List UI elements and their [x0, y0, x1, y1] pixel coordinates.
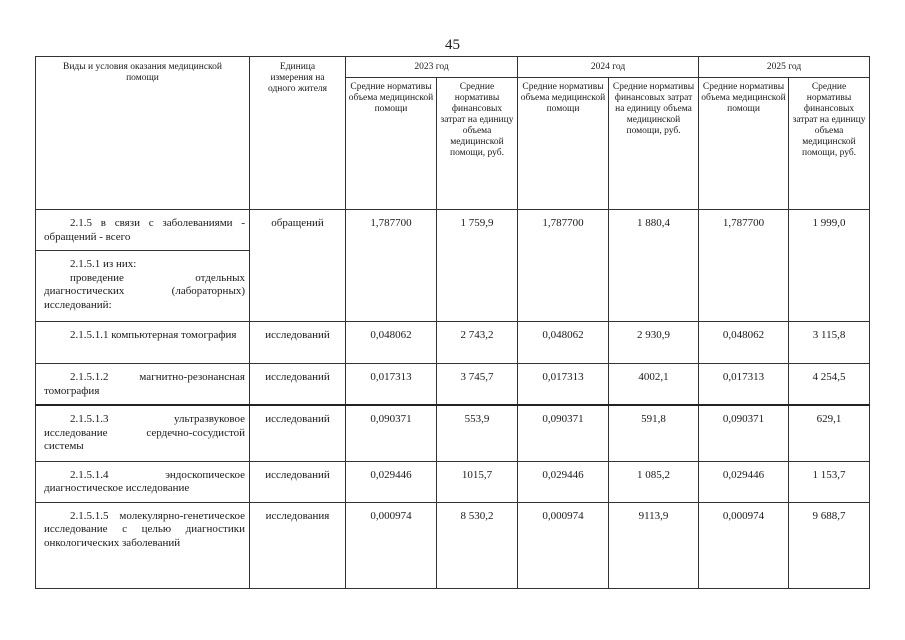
- header-unit: Единица измерения на одного жителя: [250, 57, 346, 210]
- row-label: 2.1.5.1.5 молекулярно-генетическое исследование с целью диагностики онкологических заболеваний: [36, 502, 250, 588]
- volume-2025: 0,029446: [699, 461, 789, 502]
- volume-2025: 0,090371: [699, 405, 789, 461]
- volume-2025: 0,017313: [699, 364, 789, 406]
- header-year-2025: 2025 год: [699, 57, 870, 78]
- row-unit: исследований: [250, 364, 346, 406]
- row-label: 2.1.5 в связи с заболеваниями - обращений - всего: [36, 210, 250, 251]
- header-cost-2023: Средние нормативы финансовых затрат на единицу объема медицинской помощи, руб.: [437, 78, 518, 210]
- row-label: 2.1.5.1 из них: проведение отдельных диагностических (лабораторных) исследований:: [36, 251, 250, 322]
- header-volume-2025: Средние нормативы объема медицинской помощи: [699, 78, 789, 210]
- table-row: [36, 322, 870, 364]
- volume-2023: 1,787700: [346, 210, 437, 322]
- volume-2023: 0,017313: [346, 364, 437, 406]
- row-label: 2.1.5.1.3 ультразвуковое исследование сердечно-сосудистой системы: [36, 405, 250, 461]
- row-unit: исследований: [250, 461, 346, 502]
- cost-2025: 3 115,8: [789, 322, 870, 364]
- cost-2025: 629,1: [789, 405, 870, 461]
- header-volume-2023: Средние нормативы объема медицинской помощи: [346, 78, 437, 210]
- row-unit: исследований: [250, 322, 346, 364]
- cost-2025: 9 688,7: [789, 502, 870, 588]
- volume-2023: 0,090371: [346, 405, 437, 461]
- table-row: [36, 405, 870, 461]
- row-label: 2.1.5.1.2 магнитно-резонансная томография: [36, 364, 250, 406]
- medical-norms-table: [35, 56, 870, 589]
- cost-2024: 1 085,2: [609, 461, 699, 502]
- table-row: [36, 502, 870, 588]
- volume-2024: 0,029446: [518, 461, 609, 502]
- volume-2023: 0,000974: [346, 502, 437, 588]
- cost-2023: 553,9: [437, 405, 518, 461]
- table-row: [36, 364, 870, 406]
- cost-2023: 3 745,7: [437, 364, 518, 406]
- header-year-2023: 2023 год: [346, 57, 518, 78]
- volume-2023: 0,029446: [346, 461, 437, 502]
- cost-2025: 1 153,7: [789, 461, 870, 502]
- row-label: 2.1.5.1.4 эндоскопическое диагностическое исследование: [36, 461, 250, 502]
- volume-2025: 0,048062: [699, 322, 789, 364]
- volume-2023: 0,048062: [346, 322, 437, 364]
- header-service-type: Виды и условия оказания медицинской помощи: [36, 57, 250, 210]
- volume-2024: 1,787700: [518, 210, 609, 322]
- header-row-years: [36, 57, 870, 78]
- header-cost-2024: Средние нормативы финансовых затрат на единицу объема медицинской помощи, руб.: [609, 78, 699, 210]
- table-row: [36, 210, 870, 251]
- volume-2024: 0,000974: [518, 502, 609, 588]
- row-unit: исследований: [250, 405, 346, 461]
- cost-2023: 2 743,2: [437, 322, 518, 364]
- cost-2025: 1 999,0: [789, 210, 870, 322]
- header-year-2024: 2024 год: [518, 57, 699, 78]
- cost-2024: 2 930,9: [609, 322, 699, 364]
- volume-2024: 0,048062: [518, 322, 609, 364]
- row-label: 2.1.5.1.1 компьютерная томография: [36, 322, 250, 364]
- cost-2023: 8 530,2: [437, 502, 518, 588]
- cost-2024: 1 880,4: [609, 210, 699, 322]
- cost-2024: 9113,9: [609, 502, 699, 588]
- cost-2024: 4002,1: [609, 364, 699, 406]
- cost-2023: 1 759,9: [437, 210, 518, 322]
- volume-2025: 0,000974: [699, 502, 789, 588]
- header-volume-2024: Средние нормативы объема медицинской помощи: [518, 78, 609, 210]
- row-unit: исследования: [250, 502, 346, 588]
- page-number: 45: [445, 37, 460, 53]
- row-unit: обращений: [250, 210, 346, 322]
- cost-2023: 1015,7: [437, 461, 518, 502]
- header-cost-2025: Средние нормативы финансовых затрат на единицу объема медицинской помощи, руб.: [789, 78, 870, 210]
- cost-2024: 591,8: [609, 405, 699, 461]
- volume-2024: 0,017313: [518, 364, 609, 406]
- cost-2025: 4 254,5: [789, 364, 870, 406]
- volume-2024: 0,090371: [518, 405, 609, 461]
- volume-2025: 1,787700: [699, 210, 789, 322]
- table-row: [36, 461, 870, 502]
